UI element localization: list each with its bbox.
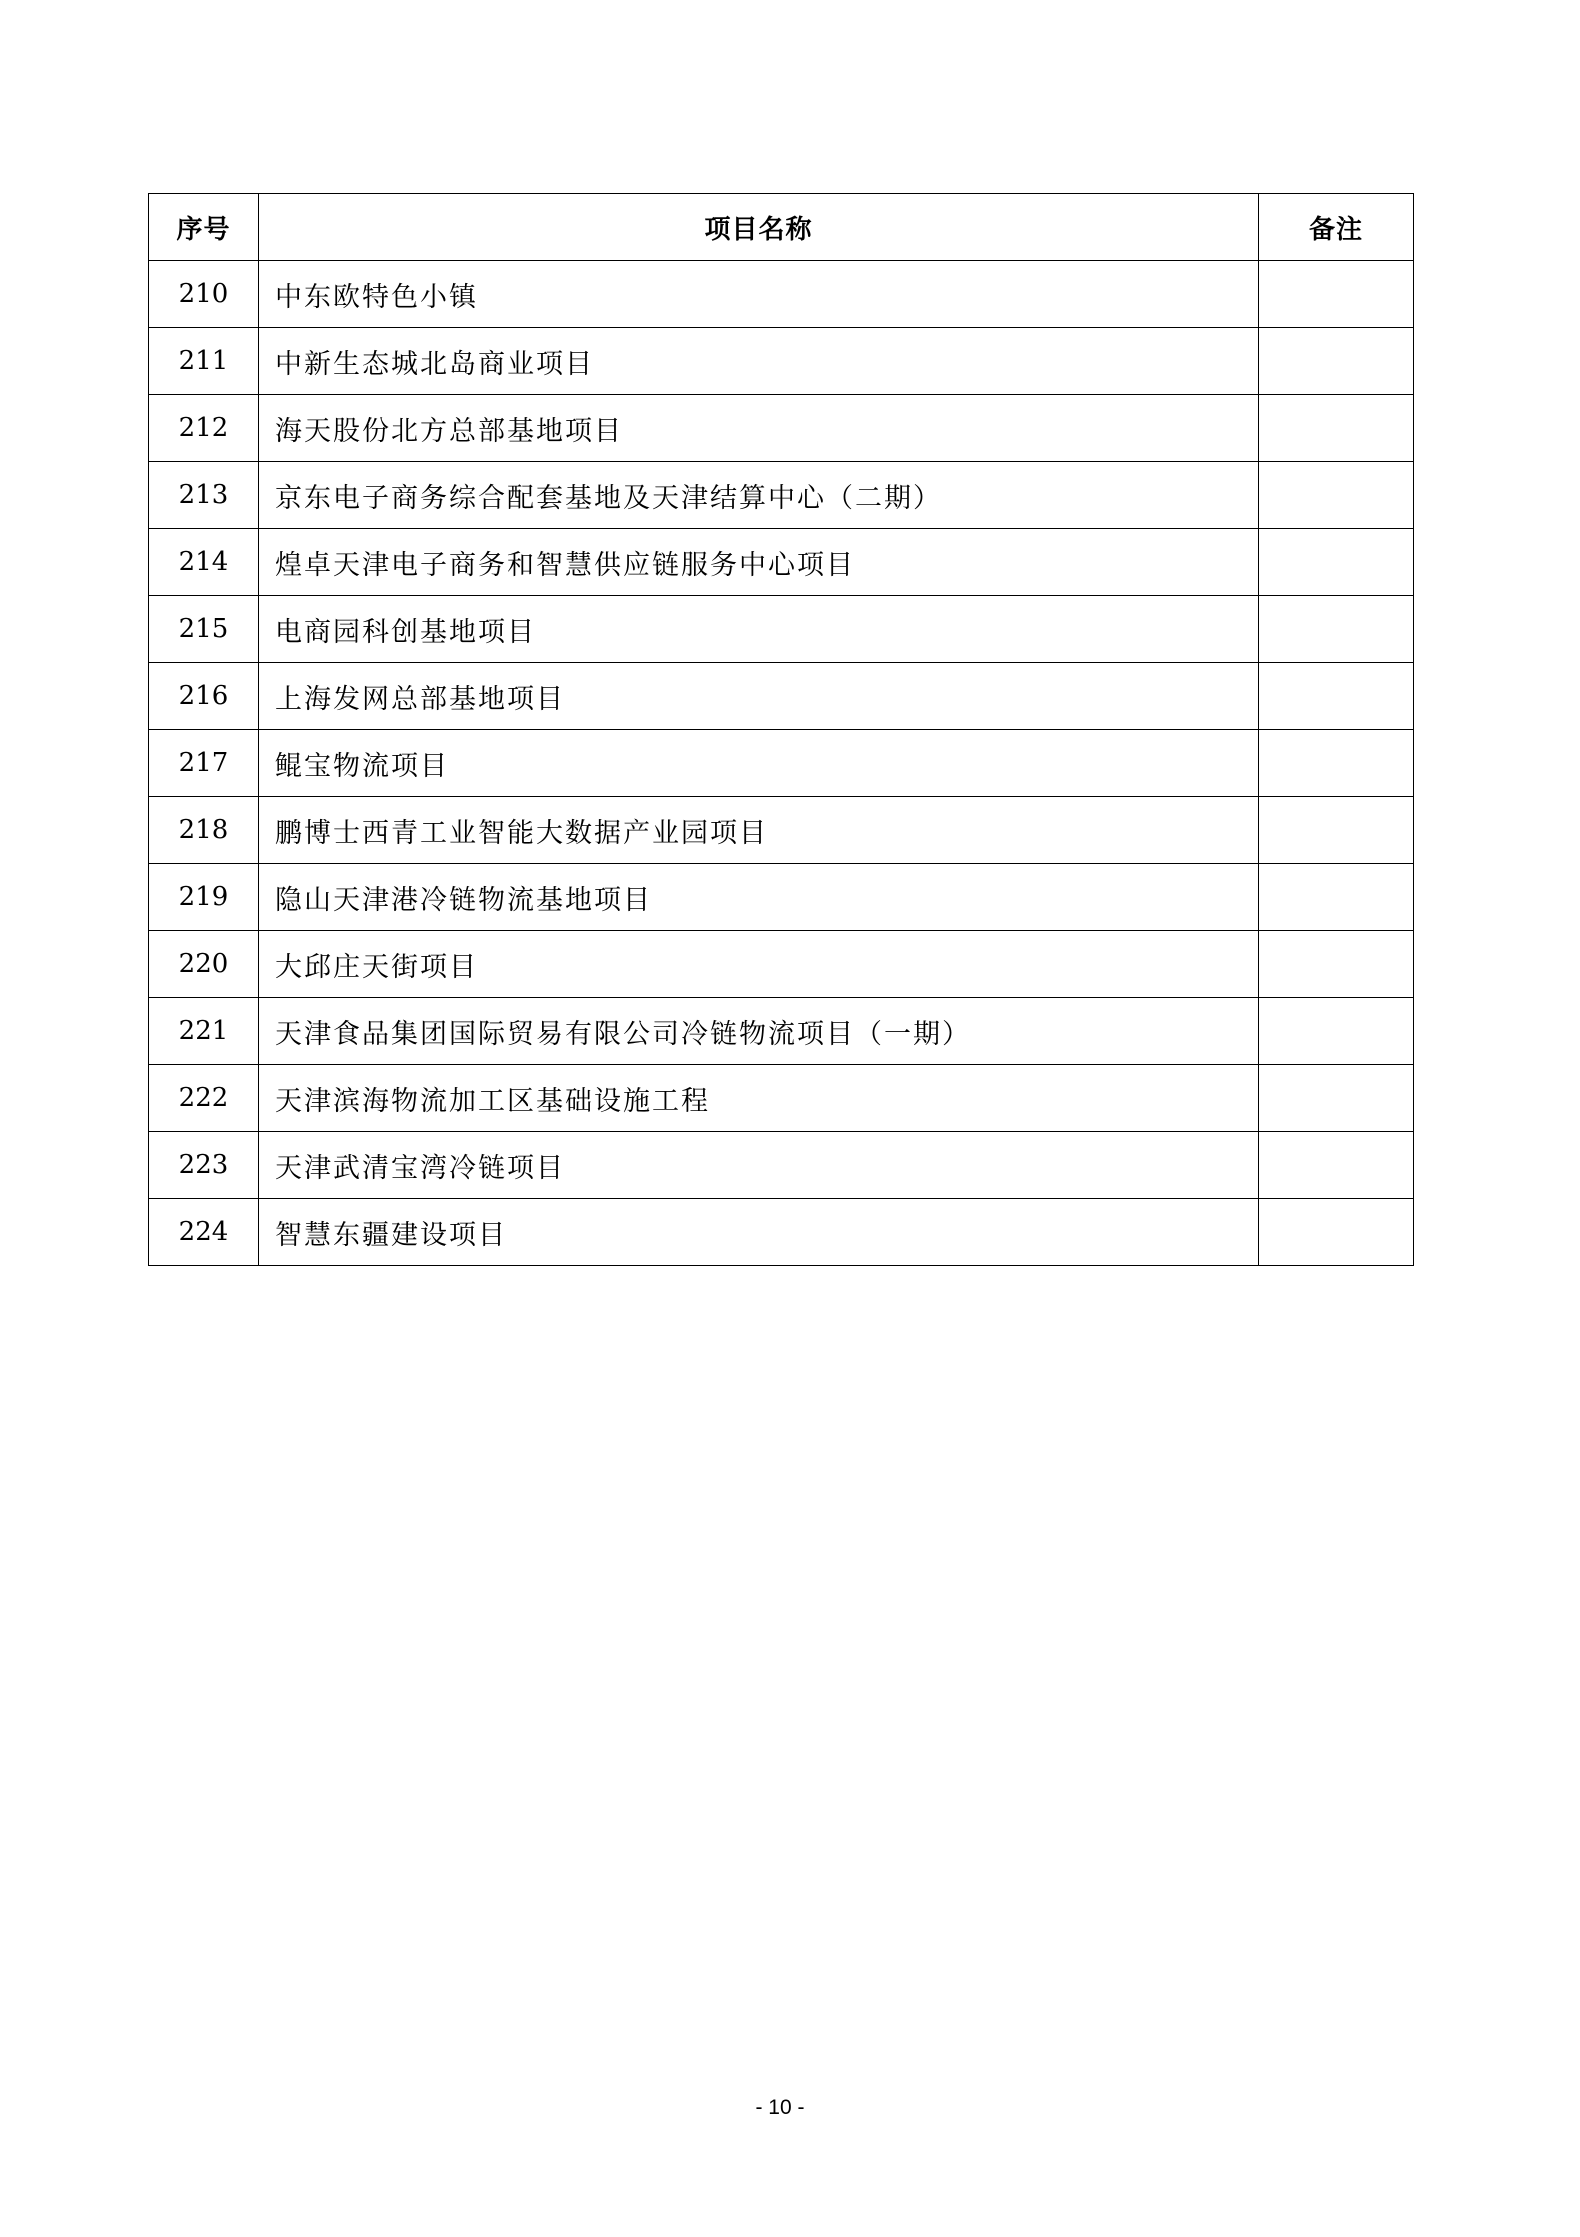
row-number: 218 (149, 797, 259, 864)
row-remark (1259, 663, 1414, 730)
row-remark (1259, 998, 1414, 1065)
row-number: 210 (149, 261, 259, 328)
row-number: 215 (149, 596, 259, 663)
project-table (148, 193, 1414, 1266)
table-row (149, 1132, 1414, 1199)
page-number: - 10 - (755, 2096, 805, 2119)
row-project-name: 大邱庄天街项目 (259, 931, 1259, 998)
table-row (149, 663, 1414, 730)
row-remark (1259, 529, 1414, 596)
table-row (149, 998, 1414, 1065)
row-number: 220 (149, 931, 259, 998)
row-number: 219 (149, 864, 259, 931)
row-project-name: 智慧东疆建设项目 (259, 1199, 1259, 1266)
row-number: 222 (149, 1065, 259, 1132)
table-row (149, 797, 1414, 864)
table-header (149, 194, 1414, 261)
table-row (149, 395, 1414, 462)
table-body (149, 261, 1414, 1266)
row-remark (1259, 596, 1414, 663)
table-row (149, 328, 1414, 395)
row-project-name: 煌卓天津电子商务和智慧供应链服务中心项目 (259, 529, 1259, 596)
row-number: 214 (149, 529, 259, 596)
row-project-name: 上海发网总部基地项目 (259, 663, 1259, 730)
table-row (149, 864, 1414, 931)
row-number: 223 (149, 1132, 259, 1199)
table-row (149, 596, 1414, 663)
row-project-name: 中新生态城北岛商业项目 (259, 328, 1259, 395)
row-number: 211 (149, 328, 259, 395)
row-number: 212 (149, 395, 259, 462)
table-row (149, 1199, 1414, 1266)
row-project-name: 电商园科创基地项目 (259, 596, 1259, 663)
row-project-name: 京东电子商务综合配套基地及天津结算中心（二期） (259, 462, 1259, 529)
row-remark (1259, 462, 1414, 529)
header-remark: 备注 (1259, 194, 1414, 261)
header-row (149, 194, 1414, 261)
row-project-name: 鹏博士西青工业智能大数据产业园项目 (259, 797, 1259, 864)
table-row (149, 261, 1414, 328)
row-remark (1259, 261, 1414, 328)
row-remark (1259, 328, 1414, 395)
table-row (149, 931, 1414, 998)
row-project-name: 中东欧特色小镇 (259, 261, 1259, 328)
row-remark (1259, 1065, 1414, 1132)
row-number: 224 (149, 1199, 259, 1266)
row-project-name: 鲲宝物流项目 (259, 730, 1259, 797)
row-number: 213 (149, 462, 259, 529)
header-number: 序号 (149, 194, 259, 261)
row-number: 216 (149, 663, 259, 730)
table-row (149, 1065, 1414, 1132)
row-remark (1259, 730, 1414, 797)
row-project-name: 天津滨海物流加工区基础设施工程 (259, 1065, 1259, 1132)
row-remark (1259, 797, 1414, 864)
row-number: 217 (149, 730, 259, 797)
header-project-name: 项目名称 (259, 194, 1259, 261)
row-remark (1259, 931, 1414, 998)
row-project-name: 海天股份北方总部基地项目 (259, 395, 1259, 462)
table-row (149, 730, 1414, 797)
row-project-name: 隐山天津港冷链物流基地项目 (259, 864, 1259, 931)
row-remark (1259, 864, 1414, 931)
row-remark (1259, 1199, 1414, 1266)
table-row (149, 462, 1414, 529)
row-project-name: 天津食品集团国际贸易有限公司冷链物流项目（一期） (259, 998, 1259, 1065)
row-remark (1259, 1132, 1414, 1199)
row-remark (1259, 395, 1414, 462)
row-project-name: 天津武清宝湾冷链项目 (259, 1132, 1259, 1199)
row-number: 221 (149, 998, 259, 1065)
table-row (149, 529, 1414, 596)
